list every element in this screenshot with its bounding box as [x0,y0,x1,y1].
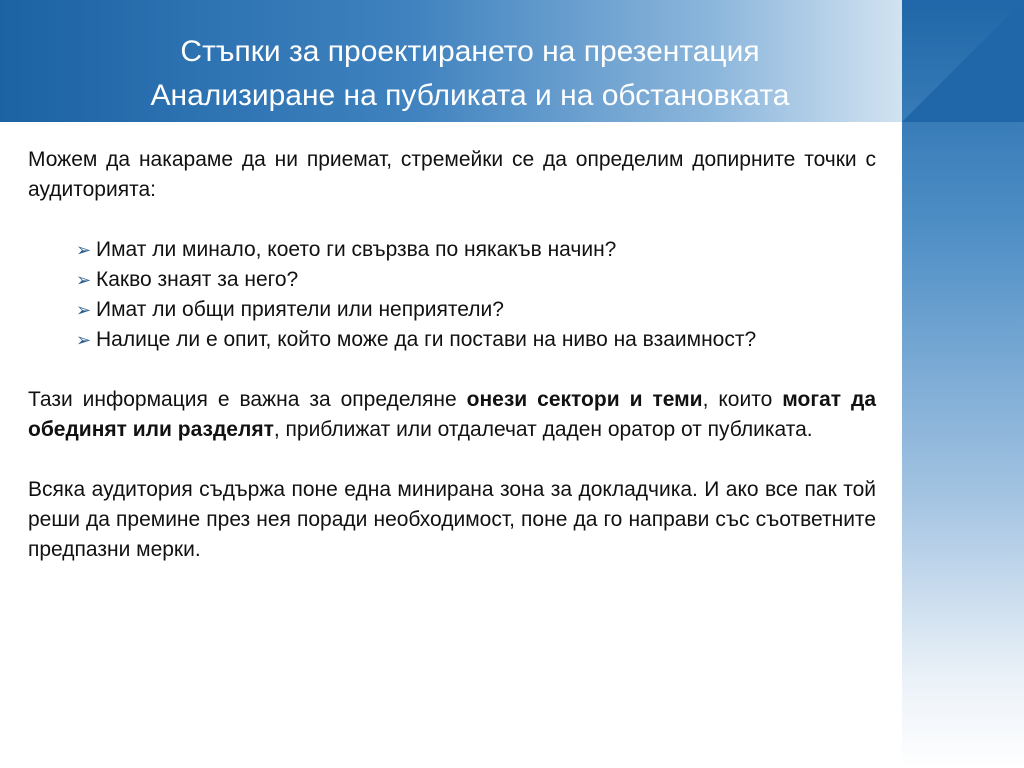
info-bold-1: онези сектори и теми [466,388,703,411]
slide-body [28,145,876,565]
list-item [76,295,876,325]
bullet-text: Какво знаят за него? [96,268,299,291]
spacer [28,205,876,235]
audience-paragraph: Всяка аудитория съдържа поне една минирана зона за докладчика. И ако все пак той реши да премине през нея поради необходимост, поне да го направи със съответните предпазни мерки. [28,478,876,561]
bullet-text: Налице ли е опит, който може да ги постави на ниво на взаимност? [96,328,757,351]
arrow-bullet-icon: ➢ [76,270,92,290]
info-bold-2: могат да обединят или разделят [28,388,877,441]
info-text-2: , които [702,388,783,411]
title-line-1: Стъпки за проектирането на презентация [180,35,760,68]
spacer [28,445,876,475]
info-text-3: , приближат или отдалечат даден оратор от публиката. [273,418,813,441]
arrow-bullet-icon: ➢ [76,330,92,350]
title-line-2: Анализиране на публиката и на обстановката [150,79,790,112]
spacer [28,355,876,385]
info-paragraph [28,385,876,445]
corner-decor [902,0,1024,122]
intro-paragraph: Можем да накараме да ни приемат, стремейки се да определим допирните точки с аудиторията: [28,148,876,201]
bullet-text: Имат ли общи приятели или неприятели? [96,298,504,321]
arrow-bullet-icon: ➢ [76,240,92,260]
list-item [76,265,876,295]
bullet-list [28,235,876,355]
arrow-bullet-icon: ➢ [76,300,92,320]
info-text-1: Тази информация е важна за определяне [28,388,467,411]
slide-title [40,30,900,118]
list-item [76,325,876,355]
bullet-text: Имат ли минало, което ги свързва по някакъв начин? [96,238,617,261]
list-item [76,235,876,265]
